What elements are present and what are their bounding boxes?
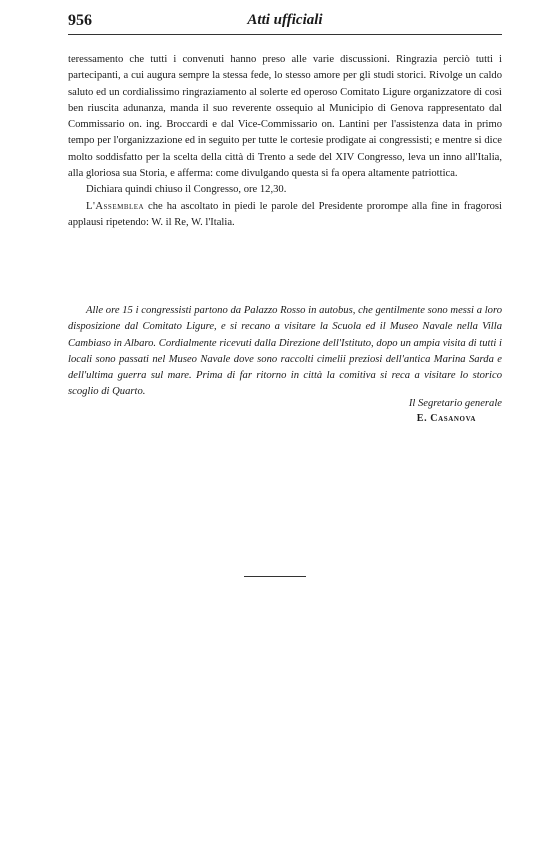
end-rule	[244, 576, 306, 577]
signature-name: E. Casanova	[416, 413, 476, 424]
italic-note	[68, 303, 502, 401]
main-text	[68, 52, 502, 231]
page-header	[68, 12, 502, 34]
paragraph-1: teressamento che tutti i convenuti hanno preso alle varie discussioni. Ringrazia perciò tutti i partecipanti, a cui augura sempre la stessa fede, lo stesso amore per gli studi storici. Rivolge un caldo saluto ed un cordialissimo ringraziamento al solerte ed operoso Comitato Ligure organizzatore di così ben riuscita adunanza, manda il suo reverente ossequio al Municipio di Genova rappresentato dal Commissario on. ing. Broccardi e dal Vice-Commissario on. Lantini per l'assistenza data in primo tempo per l'organizzazione ed in seguito per tutte le cortesie prodigate ai congressisti; e mentre si dice molto soddisfatto per la scelta della città di Trento a sede del XIV Congresso, leva un inno all'Italia, alla gloriosa sua Storia, e afferma: come divulgando questa si fa opera altamente patriottica.	[68, 54, 502, 180]
paragraph-3	[68, 199, 502, 232]
note-text: Alle ore 15 i congressisti partono da Palazzo Rosso in autobus, che gentilmente sono messi a loro disposizione dal Comitato Ligure, e si recano a visitare la Scuola ed il Museo Navale nella Villa Cambiaso in Albaro. Cordialmente ricevuti dalla Direzione dell'Istituto, dopo un ampia visita di tutti i locali sono passati nel Museo Navale dove sono raccolti cimelii preziosi dell'antica Marina Sarda e dell'ultima guerra sul mare. Prima di far ritorno in città la comitiva si reca a visitare lo storico scoglio di Quarto.	[68, 305, 502, 398]
running-title: Atti ufficiali	[247, 12, 323, 28]
assembly-label: L'Assemblea	[86, 200, 145, 212]
signature-block	[68, 396, 502, 426]
paragraph-3-text: che ha ascoltato in piedi le parole del Presidente prorompe alla fine in fragorosi applausi ripetendo: W. il Re, W. l'Italia.	[68, 200, 502, 228]
page-number: 956	[68, 12, 92, 29]
paragraph-2: Dichiara quindi chiuso il Congresso, ore 12,30.	[86, 184, 287, 196]
header-rule	[68, 34, 502, 35]
signature-role: Il Segretario generale	[408, 398, 502, 409]
